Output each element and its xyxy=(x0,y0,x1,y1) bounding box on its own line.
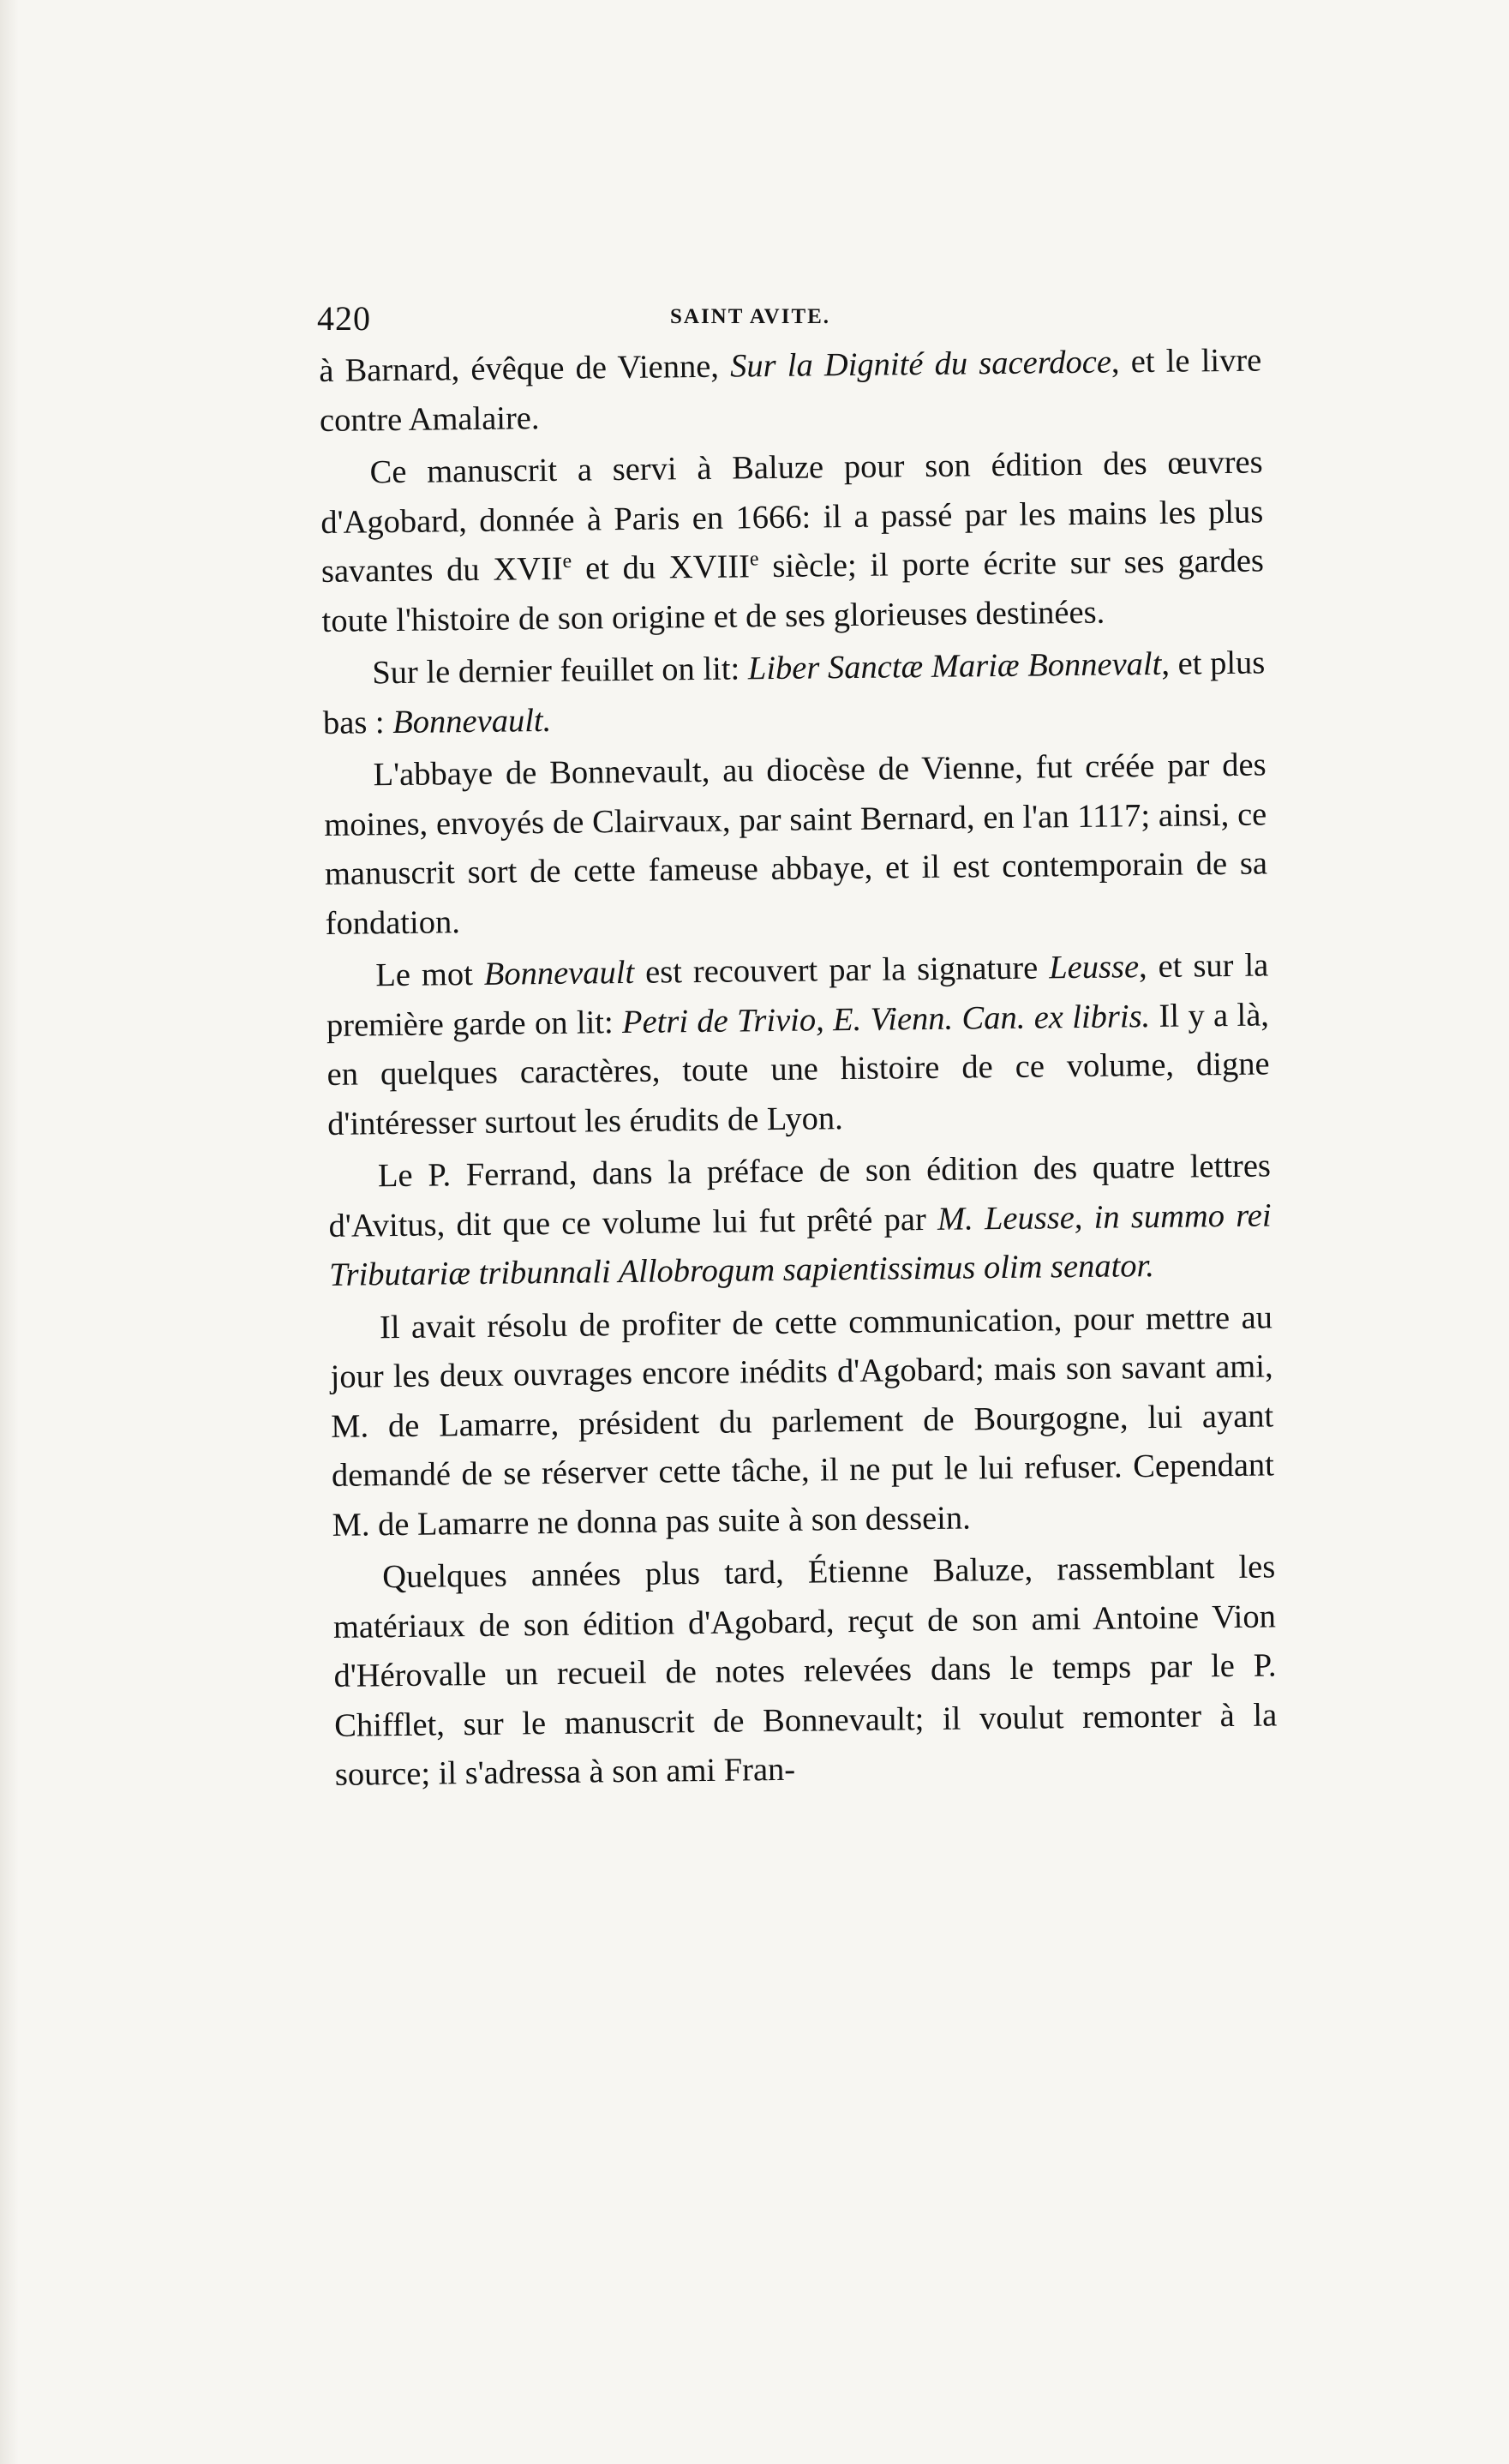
paragraph xyxy=(330,1293,1275,1550)
running-head: SAINT AVITE. xyxy=(670,305,831,328)
italic-text: Petri de Trivio, E. Vienn. Can. ex libris. xyxy=(621,998,1151,1040)
paragraph xyxy=(320,439,1265,646)
paragraph xyxy=(332,1543,1278,1800)
italic-text: Bonnevault. xyxy=(392,702,552,740)
text-run: Le P. Ferrand, dans la préface de son édition des quatre lettres d'Avitus, dit que ce volume lui fut prêté par xyxy=(328,1148,1272,1244)
italic-text: Leusse xyxy=(1049,949,1140,986)
text-run: , et sur la première garde on lit: xyxy=(326,947,1269,1044)
paragraph xyxy=(319,337,1262,446)
page-number: 420 xyxy=(317,299,371,338)
text-run: Le mot xyxy=(375,956,485,994)
paragraph xyxy=(322,638,1266,747)
italic-text: Liber Sanctæ Mariæ Bonnevalt xyxy=(747,645,1162,687)
text-run: siècle; il porte écrite sur ses gardes toute l'histoire de son origine et de ses glorieuses destinées. xyxy=(321,543,1265,639)
text-run: Sur le dernier feuillet on lit: xyxy=(372,650,749,692)
italic-text: M. Leusse, in summo rei Tributariæ tribunnali Allobrogum sapientissimus olim senator. xyxy=(329,1196,1272,1293)
text-run: L'abbaye de Bonnevault, au diocèse de Vienne, fut créée par des moines, envoyés de Clairvaux, par saint Bernard, en l'an 1117; ainsi, ce manuscrit sort de cette fameuse abbaye, et il est contemporain de sa fondation. xyxy=(324,746,1268,942)
paragraph xyxy=(323,740,1268,948)
text-run: à Barnard, évêque de Vienne, xyxy=(319,348,731,389)
italic-text: Bonnevault xyxy=(483,954,635,992)
page-edge xyxy=(0,0,19,2464)
text-run: , et plus bas : xyxy=(322,644,1266,741)
superscript: e xyxy=(562,549,572,573)
text-run: , et le livre contre Amalaire. xyxy=(319,342,1262,439)
text-run: est recouvert par la signature xyxy=(633,950,1050,991)
body-text xyxy=(319,337,1278,1801)
superscript: e xyxy=(749,548,759,571)
text-run: Il y a là, en quelques caractères, toute une histoire de ce volume, digne d'intéresser surtout les érudits de Lyon. xyxy=(326,996,1270,1142)
text-run: Ce manuscrit a servi à Baluze pour son édition des œuvres d'Agobard, donnée à Paris en 1666: il a passé par les mains les plus savantes du XVII xyxy=(320,444,1264,590)
italic-text: Sur la Dignité du sacerdoce xyxy=(729,344,1112,385)
paragraph xyxy=(326,941,1271,1148)
paragraph xyxy=(328,1142,1272,1300)
text-run: Quelques années plus tard, Étienne Baluze, rassemblant les matériaux de son édition d'Agobard, reçut de son ami Antoine Vion d'Hérovalle un recueil de notes relevées dans le temps par le P. Chifflet, sur le manuscrit de Bonnevault; il voulut remonter à la source; il s'adressa à son ami Fran- xyxy=(332,1549,1278,1793)
text-run: et du XVIII xyxy=(572,549,751,587)
text-run: Il avait résolu de profiter de cette communication, pour mettre au jour les deux ouvrages encore inédits d'Agobard; mais son savant ami, M. de Lamarre, président du parlement de Bourgogne, lui ayant demandé de se réserver cette tâche, il ne put le lui refuser. Cependant M. de Lamarre ne donna pas suite à son dessein. xyxy=(330,1298,1275,1544)
